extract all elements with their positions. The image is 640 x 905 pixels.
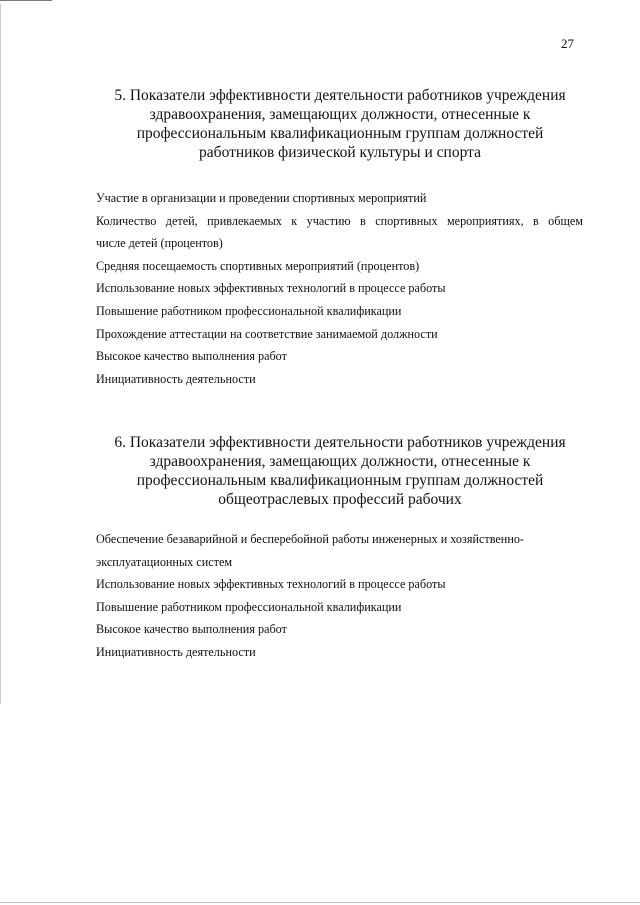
- heading-line: профессиональным квалификационным группам должностей: [136, 472, 544, 489]
- scan-edge-mark: [0, 0, 52, 1]
- indicator-item: [96, 210, 583, 255]
- indicator-item: [96, 528, 583, 573]
- indicator-item: Прохождение аттестации на соответствие занимаемой должности: [96, 326, 438, 341]
- section-5-heading: [100, 86, 580, 162]
- scan-edge-mark: [0, 4, 1, 704]
- indicator-item-line: Количество детей, привлекаемых к участию в спортивных мероприятиях, в общем: [96, 213, 583, 228]
- section-5-indicator-list: [96, 187, 583, 390]
- indicator-item-line: Обеспечение безаварийной и бесперебойной работы инженерных и хозяйственно-: [96, 532, 524, 546]
- heading-line: общеотраслевых профессий рабочих: [218, 491, 462, 508]
- heading-line: 6. Показатели эффективности деятельности работников учреждения: [114, 434, 566, 451]
- indicator-item: Средняя посещаемость спортивных мероприятий (процентов): [96, 258, 420, 273]
- indicator-item-line: эксплуатационных систем: [96, 554, 233, 569]
- indicator-item: Инициативность деятельности: [96, 644, 256, 659]
- indicator-item: Повышение работником профессиональной квалификации: [96, 303, 402, 318]
- scan-edge-mark: [0, 902, 640, 903]
- heading-line: работников физической культуры и спорта: [199, 144, 481, 161]
- heading-line: 5. Показатели эффективности деятельности работников учреждения: [114, 87, 566, 104]
- indicator-item: Высокое качество выполнения работ: [96, 349, 287, 364]
- indicator-item: Повышение работником профессиональной квалификации: [96, 599, 402, 614]
- indicator-item: Использование новых эффективных технологий в процессе работы: [96, 577, 446, 592]
- indicator-item: Использование новых эффективных технологий в процессе работы: [96, 281, 446, 296]
- page-number: 27: [561, 36, 574, 51]
- indicator-item-line: числе детей (процентов): [96, 236, 223, 251]
- indicator-item: Участие в организации и проведении спортивных мероприятий: [96, 191, 427, 205]
- indicator-item: Высокое качество выполнения работ: [96, 622, 287, 637]
- heading-line: здравоохранения, замещающих должности, отнесенные к: [149, 453, 531, 470]
- indicator-item: Инициативность деятельности: [96, 371, 256, 386]
- heading-line: здравоохранения, замещающих должности, отнесенные к: [149, 106, 531, 123]
- section-6-heading: [100, 433, 580, 509]
- section-6-indicator-list: [96, 528, 583, 664]
- heading-line: профессиональным квалификационным группам должностей: [136, 125, 544, 142]
